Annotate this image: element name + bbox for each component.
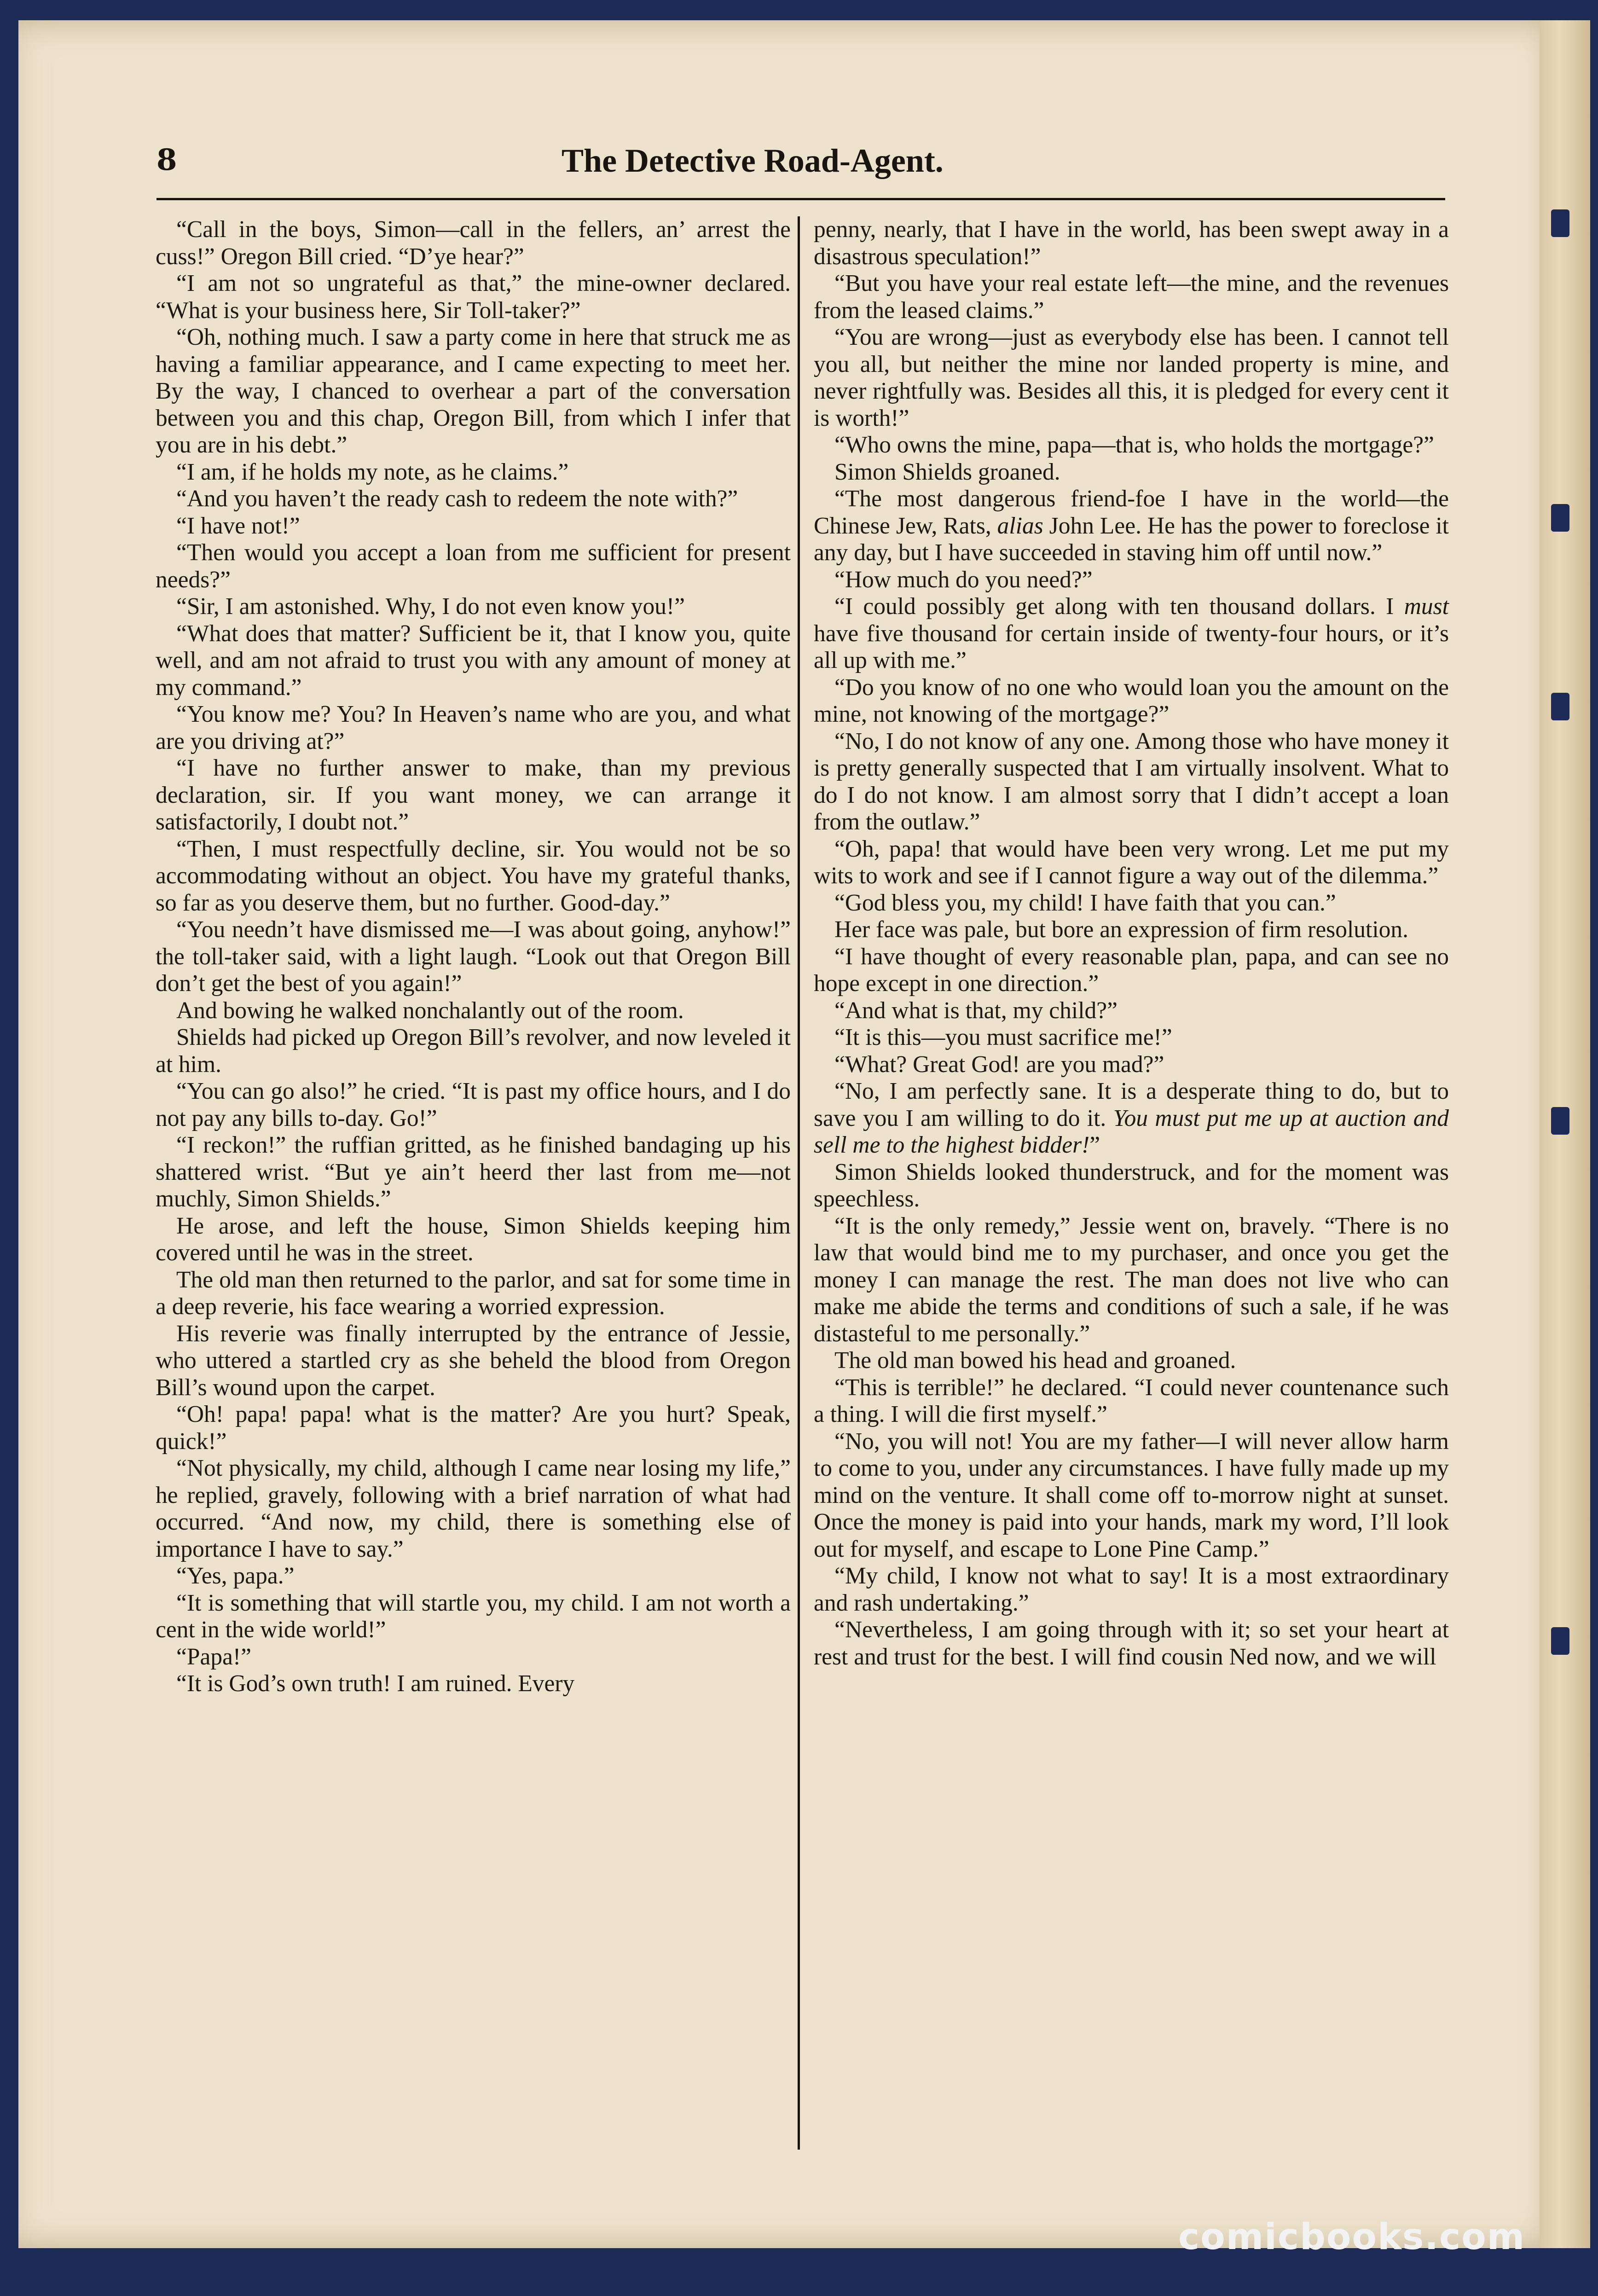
- paragraph: “Papa!”: [176, 1643, 251, 1670]
- paragraph: His reverie was finally interrupted by the entrance of Jessie, who uttered a startled cry as she beheld the blood from Oregon Bill’s wound upon the carpet.: [156, 1320, 791, 1401]
- paragraph: “Then, I must respectfully decline, sir. You would not be so accommodating without an object. You have my grateful thanks, so far as you deserve them, but no further. Good-day.”: [156, 835, 791, 916]
- header-rule: [156, 198, 1445, 200]
- paragraph: Simon Shields looked thunderstruck, and for the moment was speechless.: [814, 1159, 1449, 1212]
- paragraph: “Not physically, my child, although I came near losing my life,” he replied, gravely, following with a brief narration of what had occurred. “And now, my child, there is something else of importance I have to say.”: [156, 1455, 791, 1562]
- paragraph: “Sir, I am astonished. Why, I do not even know you!”: [176, 593, 685, 620]
- binding-stitch: [1551, 504, 1569, 532]
- paragraph: “Call in the boys, Simon—call in the fellers, an’ arrest the cuss!” Oregon Bill cried. “D’ye hear?”: [156, 216, 791, 270]
- paragraph: “My child, I know not what to say! It is a most extraordinary and rash undertaking.”: [814, 1563, 1449, 1616]
- paragraph: “No, I do not know of any one. Among those who have money it is pretty generally suspected that I am virtually insolvent. What to do I do not know. I am almost sorry that I didn’t accept a loan from the outlaw.”: [814, 728, 1449, 835]
- paragraph: “Nevertheless, I am going through with it; so set your heart at rest and trust for the best. I will find cousin Ned now, and we will: [814, 1617, 1449, 1670]
- paragraph: penny, nearly, that I have in the world, has been swept away in a disastrous speculation!”: [814, 216, 1449, 270]
- left-column: [156, 216, 791, 1698]
- right-column: [814, 216, 1449, 1670]
- paragraph: “I am, if he holds my note, as he claims.”: [176, 458, 569, 485]
- paragraph: The old man bowed his head and groaned.: [834, 1347, 1236, 1374]
- paragraph: “God bless you, my child! I have faith that you can.”: [834, 889, 1336, 916]
- paragraph: The old man then returned to the parlor, and sat for some time in a deep reverie, his face wearing a worried expression.: [156, 1266, 791, 1320]
- paragraph: “I could possibly get along with ten thousand dollars. I must have five thousand for certain inside of twenty-four hours, or it’s all up with me.”: [814, 593, 1449, 673]
- binding-stitch: [1551, 693, 1569, 720]
- paragraph: “I have not!”: [176, 512, 300, 539]
- column-divider: [798, 216, 800, 2150]
- paragraph: “You can go also!” he cried. “It is past my office hours, and I do not pay any bills to-day. Go!”: [156, 1078, 791, 1131]
- site-watermark: comicbooks.com: [1178, 2216, 1526, 2258]
- paragraph: “It is this—you must sacrifice me!”: [834, 1024, 1172, 1050]
- running-title: The Detective Road-Agent.: [562, 142, 944, 179]
- page-number: 8: [156, 143, 177, 177]
- paragraph: “You are wrong—just as everybody else has been. I cannot tell you all, but neither the mine nor landed property is mine, and never rightfully was. Besides all this, it is pledged for every cent it is worth!”: [814, 324, 1449, 431]
- paragraph: “No, you will not! You are my father—I will never allow harm to come to you, under any circumstances. I have fully made up my mind on the venture. It shall come off to-morrow night at sunset. Once the money is paid into your hands, mark my word, I’ll look out for myself, and escape to Lone Pine Camp.”: [814, 1428, 1449, 1562]
- paragraph: He arose, and left the house, Simon Shields keeping him covered until he was in the street.: [156, 1212, 791, 1266]
- paragraph: “This is terrible!” he declared. “I could never countenance such a thing. I will die first myself.”: [814, 1374, 1449, 1427]
- paragraph: Simon Shields groaned.: [834, 458, 1060, 485]
- paragraph: “And what is that, my child?”: [834, 997, 1117, 1024]
- binding-stitch: [1551, 209, 1569, 237]
- paragraph: “What does that matter? Sufficient be it, that I know you, quite well, and am not afraid to trust you with any amount of money at my command.”: [156, 620, 791, 701]
- paragraph: “It is the only remedy,” Jessie went on, bravely. “There is no law that would bind me to my purchaser, and once you get the money I can manage the rest. The man does not live who can make me abide the terms and conditions of such a sale, if he was distasteful to me personally.”: [814, 1212, 1449, 1347]
- binding-stitch: [1551, 1107, 1569, 1135]
- binding-stitch: [1551, 1627, 1569, 1655]
- paragraph: “But you have your real estate left—the mine, and the revenues from the leased claims.”: [814, 270, 1449, 324]
- paragraph: “Oh, nothing much. I saw a party come in here that struck me as having a familiar appearance, and I came expecting to meet her. By the way, I chanced to overhear a part of the conversation between you and this chap, Oregon Bill, from which I infer that you are in his debt.”: [156, 324, 791, 458]
- paragraph: “I reckon!” the ruffian gritted, as he finished bandaging up his shattered wrist. “But ye ain’t heerd ther last from me—not muchly, Simon Shields.”: [156, 1132, 791, 1212]
- paragraph: “It is God’s own truth! I am ruined. Every: [176, 1670, 575, 1697]
- paragraph: “And you haven’t the ready cash to redeem the note with?”: [176, 486, 738, 512]
- paragraph: “I have no further answer to make, than my previous declaration, sir. If you want money, we can arrange it satisfactorily, I doubt not.”: [156, 755, 791, 835]
- paragraph: “I am not so ungrateful as that,” the mine-owner declared. “What is your business here, Sir Toll-taker?”: [156, 270, 791, 324]
- paragraph: Shields had picked up Oregon Bill’s revolver, and now leveled it at him.: [156, 1024, 791, 1078]
- paragraph: Her face was pale, but bore an expression of firm resolution.: [834, 916, 1409, 943]
- paragraph: “How much do you need?”: [834, 566, 1093, 593]
- paragraph: “Do you know of no one who would loan you the amount on the mine, not knowing of the mortgage?”: [814, 674, 1449, 727]
- paragraph: “It is something that will startle you, my child. I am not worth a cent in the wide world!”: [156, 1589, 791, 1643]
- paragraph: “Then would you accept a loan from me sufficient for present needs?”: [156, 539, 791, 593]
- paragraph: And bowing he walked nonchalantly out of the room.: [176, 997, 684, 1024]
- paragraph: “What? Great God! are you mad?”: [834, 1051, 1164, 1078]
- paragraph: “Oh! papa! papa! what is the matter? Are you hurt? Speak, quick!”: [156, 1401, 791, 1455]
- paragraph: “Who owns the mine, papa—that is, who holds the mortgage?”: [834, 432, 1434, 458]
- paragraph: “I have thought of every reasonable plan, papa, and can see no hope except in one direction.”: [814, 943, 1449, 997]
- paragraph: “You know me? You? In Heaven’s name who are you, and what are you driving at?”: [156, 701, 791, 754]
- paragraph: “The most dangerous friend-foe I have in the world—the Chinese Jew, Rats, alias John Lee. He has the power to foreclose it any day, but I have succeeded in staving him off until now.”: [814, 486, 1449, 566]
- paragraph: “No, I am perfectly sane. It is a desperate thing to do, but to save you I am willing to do it. You must put me up at auction and sell me to the highest bidder!”: [814, 1078, 1449, 1158]
- paragraph: “Yes, papa.”: [176, 1563, 295, 1589]
- paragraph: “Oh, papa! that would have been very wrong. Let me put my wits to work and see if I cannot figure a way out of the dilemma.”: [814, 835, 1449, 889]
- paragraph: “You needn’t have dismissed me—I was about going, anyhow!” the toll-taker said, with a light laugh. “Look out that Oregon Bill don’t get the best of you again!”: [156, 916, 791, 997]
